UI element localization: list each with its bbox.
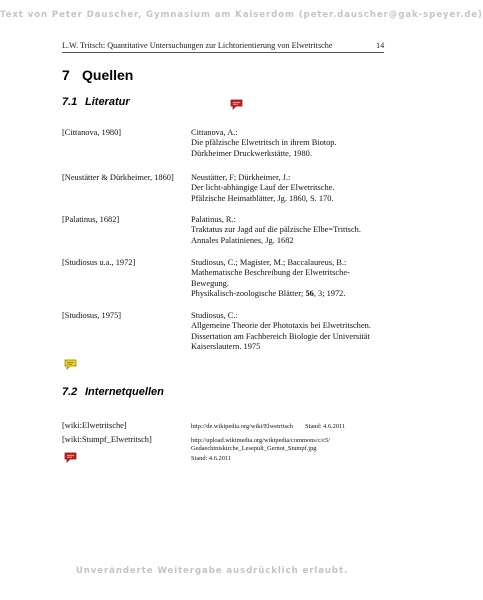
reference-text: Cittanova, A.: Die pfälzische Elwetritsch in ihrem Biotop. Dürkheimer Druckwerkstätte, 1980. bbox=[191, 128, 337, 158]
section-title: Quellen bbox=[82, 67, 134, 83]
section-heading bbox=[62, 67, 133, 83]
comment-icon[interactable] bbox=[64, 359, 77, 370]
retrieved-date: Stand: 4.6.2011 bbox=[191, 455, 232, 462]
watermark-bottom: Unveränderte Weitergabe ausdrücklich erlaubt. bbox=[75, 566, 349, 576]
reference-text: Studiosus, C.; Magister, M.; Baccalaureus, B.: Mathematische Beschreibung der Elwetritsche- Bewegung. Physikalisch-zoologische Blätter; 56, 3; 1972. bbox=[191, 258, 350, 299]
reference-key: [Palatinus, 1682] bbox=[62, 215, 120, 224]
running-header-title: L.W. Tritsch: Quantitative Untersuchungen zur Lichtorientierung von Elwetritsche bbox=[62, 41, 333, 50]
subsection-heading-literatur bbox=[62, 96, 130, 108]
reference-key: [wiki:Stumpf_Elwetritsch] bbox=[62, 435, 152, 444]
reference-key: [Neustätter & Dürkheimer, 1860] bbox=[62, 173, 174, 182]
section-number: 7 bbox=[62, 67, 70, 83]
reference-text: Palatinus, R.: Traktatus zur Jagd auf die pälzische Elbe=Trittsch. Annales Palatinienes, Jg. 1682 bbox=[191, 215, 361, 245]
subsection-heading-internetquellen bbox=[62, 386, 164, 398]
reference-url[interactable]: http://upload.wikimedia.org/wikipedia/commons/c/c5/ Gedaechtniskirche_Lesepult_Gernot_Stumpf.jpg Stand: 4.6.2011 bbox=[191, 437, 331, 462]
retrieved-date: Stand: 4.6.2011 bbox=[305, 423, 346, 430]
reference-url[interactable]: http://de.wikipedia.org/wiki/Elwetritsch Stand: 4.6.2011 bbox=[191, 423, 346, 430]
watermark-top: Text von Peter Dauscher, Gymnasium am Kaiserdom (peter.dauscher@gak-speyer.de) bbox=[0, 10, 483, 20]
reference-key: [wiki:Elwetritsche] bbox=[62, 421, 127, 430]
subsection-number: 7.2 bbox=[62, 386, 78, 398]
subsection-title: Literatur bbox=[85, 96, 130, 108]
comment-icon[interactable] bbox=[64, 452, 77, 463]
reference-key: [Studiosus, 1975] bbox=[62, 311, 122, 320]
subsection-number: 7.1 bbox=[62, 96, 78, 108]
reference-key: [Studiosus u.a., 1972] bbox=[62, 258, 136, 267]
reference-text: Neustätter, F; Dürkheimer, J.: Der licht-abhängige Lauf der Elwetritsche. Pfälzische Heimatblätter, Jg. 1860, S. 170. bbox=[191, 173, 335, 203]
comment-icon[interactable] bbox=[230, 99, 243, 110]
reference-text: Studiosus, C.: Allgemeine Theorie der Phototaxis bei Elwetritschen. Dissertation am Fachbereich Biologie der Universität Kaiserslautern. 1975 bbox=[191, 311, 371, 352]
subsection-title: Internetquellen bbox=[85, 386, 164, 398]
reference-key: [Cittanova, 1980] bbox=[62, 128, 122, 137]
header-rule bbox=[62, 52, 384, 53]
page-number: 14 bbox=[376, 41, 385, 50]
